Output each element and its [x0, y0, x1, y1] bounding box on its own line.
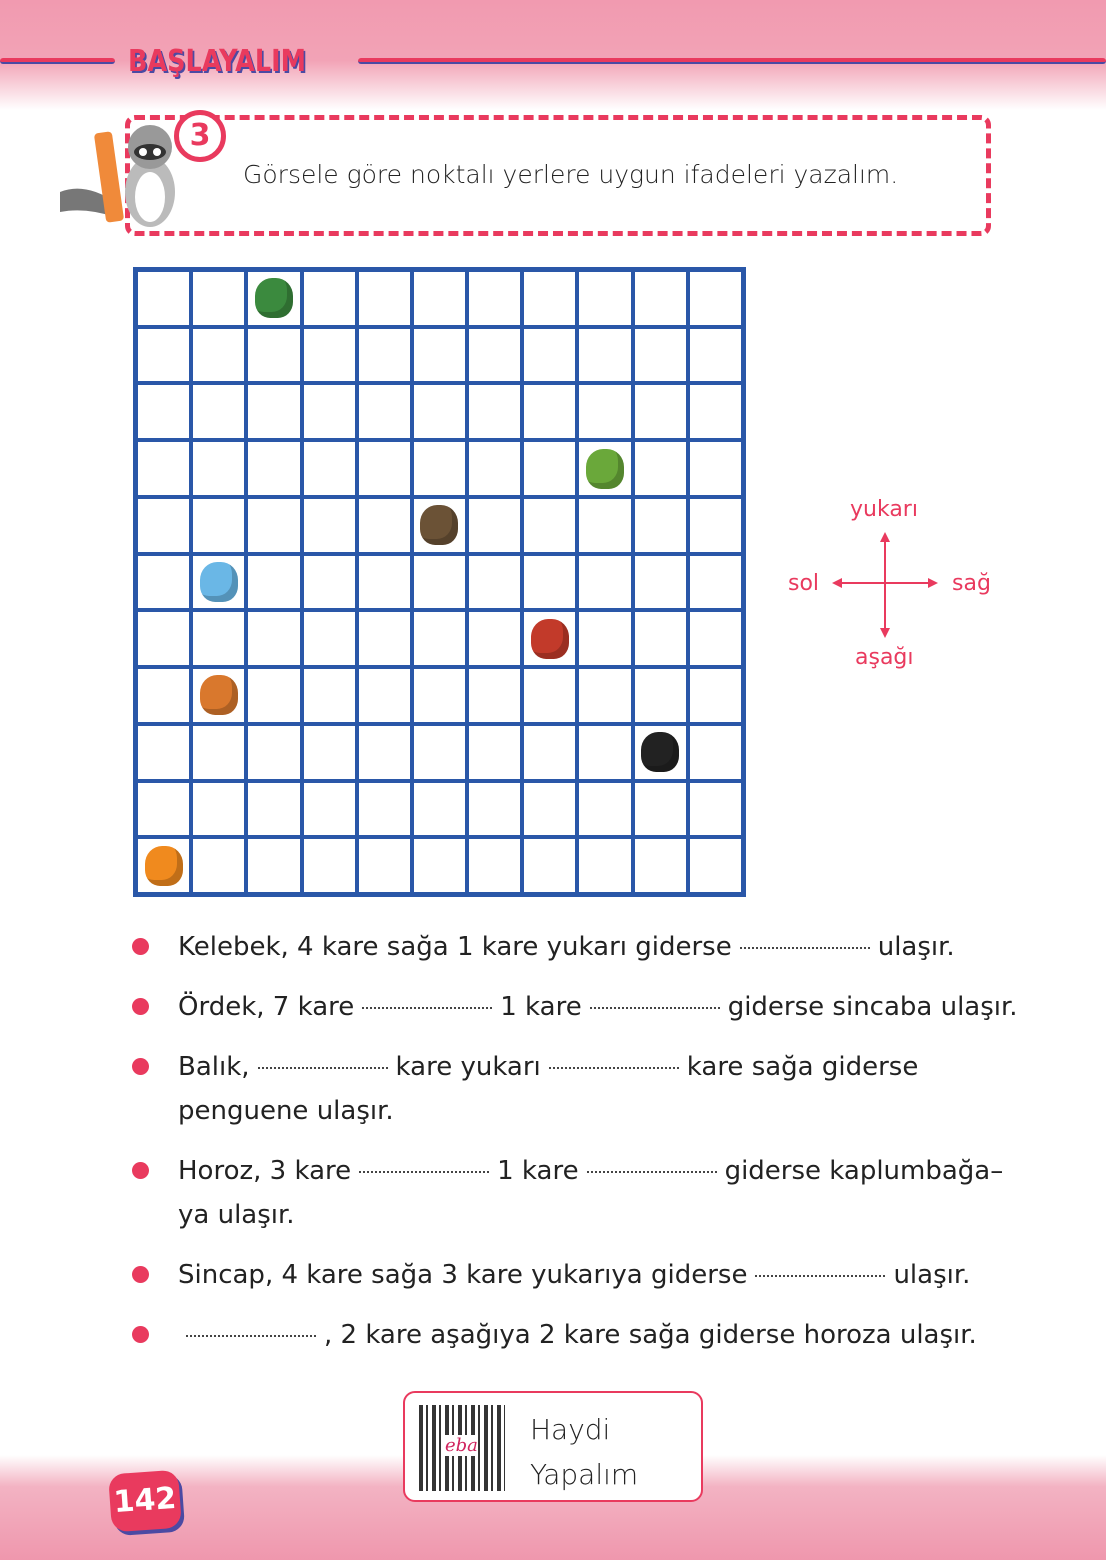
- grid-cell: [136, 781, 191, 838]
- grid-cell: [136, 327, 191, 384]
- grid-cell: [357, 497, 412, 554]
- grid-cell: [302, 440, 357, 497]
- grid-cell: [191, 383, 246, 440]
- raccoon-mascot-icon: [55, 112, 185, 232]
- grid-cell: [302, 667, 357, 724]
- blank-field[interactable]: [258, 1067, 388, 1069]
- grid-cell: [412, 554, 467, 611]
- grid-cell: [357, 610, 412, 667]
- item-text: kare yukarı: [395, 1052, 541, 1082]
- grid-cell: [688, 837, 743, 894]
- grid-cell: [357, 440, 412, 497]
- grid-cell: [246, 554, 301, 611]
- grid-cell: [302, 610, 357, 667]
- compass-down-label: aşağı: [855, 645, 914, 670]
- blank-field[interactable]: [362, 1007, 492, 1009]
- section-title: BAŞLAYALIM: [128, 44, 306, 79]
- list-item: [130, 985, 1030, 1029]
- grid-cell: [191, 667, 246, 724]
- grid-cell: [191, 497, 246, 554]
- grid-cell: [412, 270, 467, 327]
- list-item: [130, 1149, 1030, 1237]
- fill-in-list: [130, 925, 1030, 1373]
- blank-field[interactable]: [740, 947, 870, 949]
- fish-icon: [145, 846, 183, 886]
- grid-cell: [688, 327, 743, 384]
- grid-cell: [522, 610, 577, 667]
- grid-cell: [577, 724, 632, 781]
- grid-cell: [633, 440, 688, 497]
- grid-cell: [302, 724, 357, 781]
- grid-cell: [688, 781, 743, 838]
- grid-cell: [136, 610, 191, 667]
- grid-cell: [302, 837, 357, 894]
- grid-cell: [357, 667, 412, 724]
- grid-cell: [191, 554, 246, 611]
- grid-cell: [246, 440, 301, 497]
- qr-label-2: Yapalım: [530, 1458, 639, 1491]
- grid-cell: [633, 610, 688, 667]
- grid-cell: [136, 497, 191, 554]
- compass-right-label: sağ: [952, 571, 991, 596]
- grid-cell: [136, 724, 191, 781]
- grid-cell: [633, 497, 688, 554]
- grid-cell: [577, 781, 632, 838]
- grid-cell: [577, 440, 632, 497]
- grid-cell: [246, 724, 301, 781]
- grid-cell: [191, 610, 246, 667]
- grid-cell: [688, 610, 743, 667]
- grid-cell: [412, 327, 467, 384]
- blank-field[interactable]: [549, 1067, 679, 1069]
- grid-cell: [467, 837, 522, 894]
- grid-cell: [246, 667, 301, 724]
- list-item: [130, 925, 1030, 969]
- grid-cell: [136, 270, 191, 327]
- grid-cell: [246, 327, 301, 384]
- direction-compass: [780, 495, 1010, 685]
- grid-cell: [467, 554, 522, 611]
- bullet-icon: [132, 938, 149, 955]
- duck-icon: [255, 278, 293, 318]
- grid-cell: [688, 554, 743, 611]
- item-text: giderse sincaba ulaşır.: [727, 992, 1018, 1022]
- grid-cell: [412, 610, 467, 667]
- blank-field[interactable]: [590, 1007, 720, 1009]
- grid-cell: [357, 781, 412, 838]
- item-text: ulaşır.: [877, 932, 955, 962]
- rooster-icon: [531, 619, 569, 659]
- grid-cell: [522, 440, 577, 497]
- grid-cell: [412, 440, 467, 497]
- grid-cell: [412, 667, 467, 724]
- grid-cell: [522, 724, 577, 781]
- grid-cell: [302, 327, 357, 384]
- grid-cell: [136, 383, 191, 440]
- grid-cell: [302, 383, 357, 440]
- list-item: [130, 1045, 1030, 1133]
- activity-number: 3: [174, 110, 226, 162]
- grid-cell: [246, 383, 301, 440]
- grid-cell: [412, 781, 467, 838]
- eba-logo: eba: [445, 1435, 478, 1456]
- grid-cell: [136, 554, 191, 611]
- grid-cell: [688, 724, 743, 781]
- grid-cell: [357, 327, 412, 384]
- list-item: [130, 1313, 1030, 1357]
- grid-cell: [357, 724, 412, 781]
- bullet-icon: [132, 1058, 149, 1075]
- item-text: Ördek, 7 kare: [178, 992, 355, 1022]
- grid-cell: [302, 554, 357, 611]
- grid-cell: [522, 554, 577, 611]
- grid-cell: [467, 667, 522, 724]
- bullet-icon: [132, 1162, 149, 1179]
- grid-cell: [633, 781, 688, 838]
- squirrel-icon: [200, 675, 238, 715]
- compass-left-label: sol: [788, 571, 820, 596]
- hedgehog-icon: [420, 505, 458, 545]
- grid-cell: [357, 554, 412, 611]
- butterfly-icon: [200, 562, 238, 602]
- grid-cell: [412, 724, 467, 781]
- item-text: Balık,: [178, 1052, 250, 1082]
- grid-cell: [467, 724, 522, 781]
- grid-cell: [633, 383, 688, 440]
- grid-cell: [246, 270, 301, 327]
- item-text: Horoz, 3 kare: [178, 1156, 352, 1186]
- grid-cell: [467, 270, 522, 327]
- grid-cell: [577, 383, 632, 440]
- grid-cell: [522, 781, 577, 838]
- compass-up-label: yukarı: [850, 497, 918, 522]
- item-text: Sincap, 4 kare sağa 3 kare yukarıya giderse: [178, 1260, 748, 1290]
- grid-cell: [302, 270, 357, 327]
- grid-cell: [302, 781, 357, 838]
- grid-cell: [633, 327, 688, 384]
- grid-cell: [191, 327, 246, 384]
- grid-cell: [191, 440, 246, 497]
- instruction-text: Görsele göre noktalı yerlere uygun ifadeleri yazalım.: [243, 160, 899, 189]
- grid-cell: [191, 270, 246, 327]
- turtle-icon: [586, 449, 624, 489]
- item-text: , 2 kare aşağıya 2 kare sağa giderse horoza ulaşır.: [324, 1320, 977, 1350]
- penguin-icon: [641, 732, 679, 772]
- grid-cell: [191, 724, 246, 781]
- blank-field[interactable]: [755, 1275, 885, 1277]
- grid-cell: [357, 837, 412, 894]
- grid-cell: [577, 610, 632, 667]
- grid-cell: [577, 270, 632, 327]
- item-text: 1 kare: [500, 992, 582, 1022]
- blank-field[interactable]: [359, 1171, 489, 1173]
- grid-cell: [688, 270, 743, 327]
- grid-cell: [467, 327, 522, 384]
- grid-cell: [467, 781, 522, 838]
- blank-field[interactable]: [587, 1171, 717, 1173]
- grid-cell: [246, 781, 301, 838]
- grid-cell: [136, 837, 191, 894]
- grid-cell: [412, 383, 467, 440]
- grid-cell: [136, 667, 191, 724]
- grid-cell: [577, 497, 632, 554]
- qr-label-1: Haydi: [530, 1413, 611, 1446]
- grid-cell: [522, 837, 577, 894]
- grid-cell: [522, 383, 577, 440]
- grid-cell: [633, 837, 688, 894]
- qr-card[interactable]: [403, 1391, 703, 1502]
- coordinate-grid: [133, 267, 746, 897]
- page-number: 142: [108, 1470, 182, 1533]
- grid-cell: [357, 270, 412, 327]
- grid-cell: [467, 610, 522, 667]
- grid-cell: [577, 554, 632, 611]
- item-text: kare sağa giderse penguene ulaşır.: [178, 1052, 919, 1126]
- item-text: Kelebek, 4 kare sağa 1 kare yukarı giderse: [178, 932, 732, 962]
- grid-cell: [246, 610, 301, 667]
- bullet-icon: [132, 998, 149, 1015]
- grid-cell: [467, 440, 522, 497]
- grid-cell: [522, 497, 577, 554]
- grid-cell: [633, 724, 688, 781]
- cross-arrows-icon: [830, 530, 940, 640]
- grid-cell: [191, 837, 246, 894]
- grid-cell: [246, 497, 301, 554]
- grid-cell: [577, 667, 632, 724]
- grid-cell: [302, 497, 357, 554]
- grid-cell: [688, 497, 743, 554]
- grid-cell: [633, 270, 688, 327]
- grid-cell: [412, 497, 467, 554]
- grid-cell: [688, 440, 743, 497]
- header-rule-left: [0, 58, 115, 64]
- item-text: giderse kaplumbağa–ya ulaşır.: [178, 1156, 1004, 1230]
- list-item: [130, 1253, 1030, 1297]
- grid-cell: [633, 667, 688, 724]
- grid-cell: [467, 497, 522, 554]
- item-text: ulaşır.: [893, 1260, 971, 1290]
- bullet-icon: [132, 1326, 149, 1343]
- grid-cell: [688, 383, 743, 440]
- grid-cell: [522, 327, 577, 384]
- grid-cell: [633, 554, 688, 611]
- grid-cell: [191, 781, 246, 838]
- grid-cell: [522, 667, 577, 724]
- header-rule-right: [358, 58, 1106, 64]
- grid-cell: [246, 837, 301, 894]
- grid-cell: [577, 327, 632, 384]
- grid-cell: [467, 383, 522, 440]
- grid-cell: [357, 383, 412, 440]
- grid-cell: [577, 837, 632, 894]
- grid-cell: [412, 837, 467, 894]
- grid-cell: [136, 440, 191, 497]
- blank-field[interactable]: [186, 1335, 316, 1337]
- item-text: 1 kare: [497, 1156, 579, 1186]
- grid-cell: [688, 667, 743, 724]
- bullet-icon: [132, 1266, 149, 1283]
- grid-cell: [522, 270, 577, 327]
